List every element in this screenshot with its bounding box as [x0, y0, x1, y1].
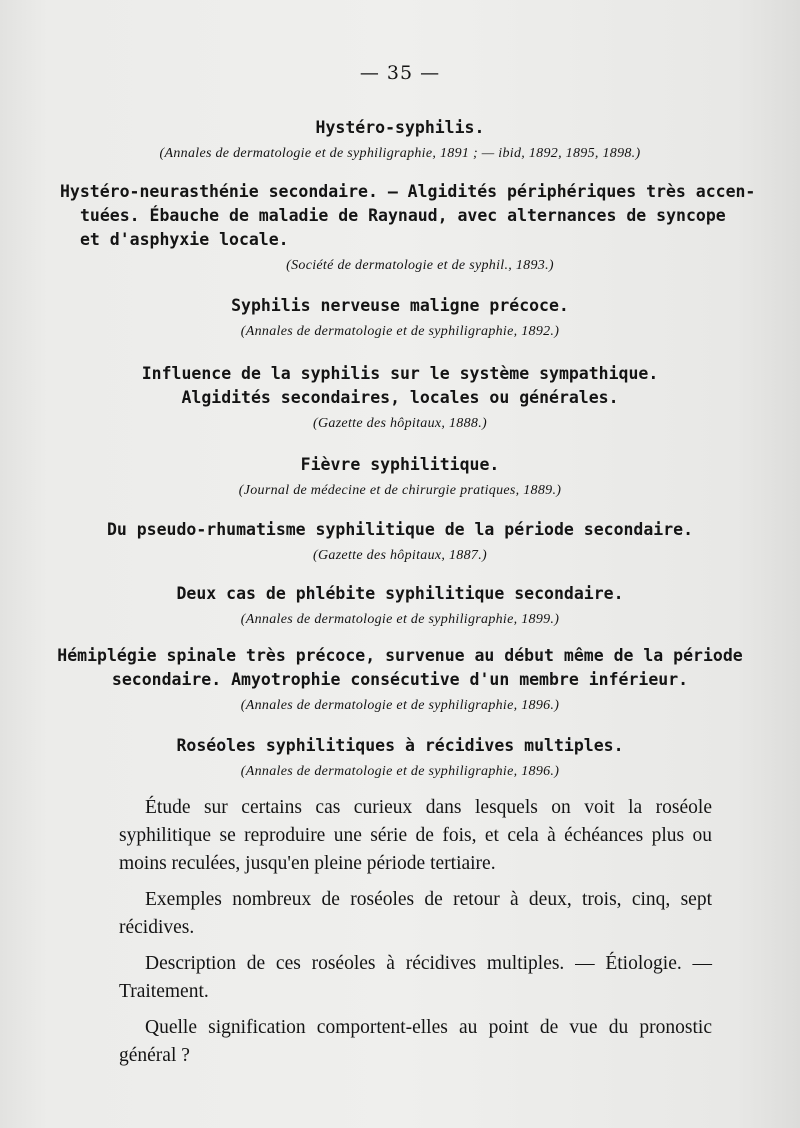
paragraph: Étude sur certains cas curieux dans lesquels on voit la roséole syphilitique se reproduire une série de fois, et cela à échéances plus ou moins reculées, jusqu'en pleine période tertiaire. — [119, 797, 712, 874]
entry-source: (Annales de dermatologie et de syphiligraphie, 1891 ; — ibid, 1892, 1895, 1898.) — [159, 146, 641, 161]
entry-source: (Société de dermatologie et de syphil., 1893.) — [286, 258, 554, 273]
entry-title-line: Hystéro-neurasthénie secondaire. — Algidités périphériques très accen- — [60, 182, 756, 201]
paragraph: Quelle signification comportent-elles au point de vue du pronostic général ? — [119, 1017, 712, 1066]
entry-title: Roséoles syphilitiques à récidives multiples. — [176, 736, 624, 755]
entry-title-line: secondaire. Amyotrophie consécutive d'un membre inférieur. — [111, 670, 689, 689]
bibliography-entry — [0, 453, 800, 501]
entry-title-line: Influence de la syphilis sur le système sympathique. — [141, 364, 659, 383]
bibliography-entry — [0, 362, 800, 434]
entry-source: (Annales de dermatologie et de syphiligraphie, 1896.) — [240, 764, 560, 779]
bibliography-entry — [0, 518, 800, 566]
page-number: — 35 — — [359, 62, 441, 84]
entry-title: Hystéro-syphilis. — [315, 118, 485, 137]
entry-source: (Annales de dermatologie et de syphiligraphie, 1892.) — [240, 324, 560, 339]
entry-title-line: Algidités secondaires, locales ou générales. — [181, 388, 619, 407]
entry-title-line: Hémiplégie spinale très précoce, survenue au début même de la période — [57, 646, 743, 665]
bibliography-entry — [0, 116, 800, 164]
entry-source: (Annales de dermatologie et de syphiligraphie, 1896.) — [240, 698, 560, 713]
bibliography-entry — [0, 294, 800, 342]
entry-source: (Gazette des hôpitaux, 1887.) — [313, 548, 487, 563]
entry-source: (Journal de médecine et de chirurgie pratiques, 1889.) — [238, 483, 562, 498]
entry-source: (Gazette des hôpitaux, 1888.) — [313, 416, 487, 431]
entry-title: Du pseudo-rhumatisme syphilitique de la période secondaire. — [106, 520, 694, 539]
bibliography-entry — [0, 734, 800, 782]
entry-title-line: tuées. Ébauche de maladie de Raynaud, avec alternances de syncope — [80, 206, 726, 225]
paragraph: Exemples nombreux de roséoles de retour à deux, trois, cinq, sept récidives. — [119, 889, 712, 938]
entry-source: (Annales de dermatologie et de syphiligraphie, 1899.) — [240, 612, 560, 627]
bibliography-entry — [0, 582, 800, 630]
entry-title-line: et d'asphyxie locale. — [80, 230, 289, 249]
bibliography-entry — [0, 644, 800, 716]
entry-title: Syphilis nerveuse maligne précoce. — [231, 296, 569, 315]
body-text — [119, 794, 712, 1078]
bibliography-entry — [60, 180, 756, 276]
paragraph: Description de ces roséoles à récidives multiples. — Étiologie. — Traitement. — [119, 953, 712, 1002]
entry-title: Fièvre syphilitique. — [300, 455, 500, 474]
entry-title: Deux cas de phlébite syphilitique secondaire. — [176, 584, 624, 603]
